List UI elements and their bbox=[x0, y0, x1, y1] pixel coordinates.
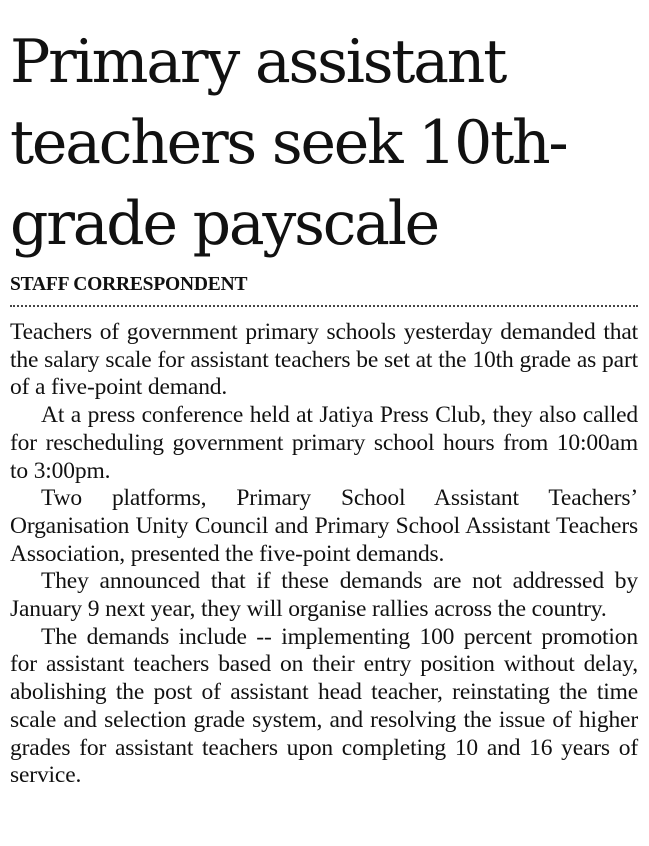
dotted-divider bbox=[10, 305, 638, 307]
news-article bbox=[10, 22, 638, 790]
article-paragraph: They announced that if these demands are not addressed by January 9 next year, they will organise rallies across the country. bbox=[10, 568, 638, 623]
article-paragraph: The demands include -- implementing 100 percent promotion for assistant teachers based on their entry position without delay, abolishing the post of assistant head teacher, reinstating the time scale and selection grade system, and resolving the issue of higher grades for assistant teachers upon completing 10 and 16 years of service. bbox=[10, 623, 638, 789]
article-body bbox=[10, 319, 638, 790]
article-headline: Primary assistant teachers seek 10th-grade payscale bbox=[10, 27, 567, 259]
article-paragraph: Teachers of government primary schools yesterday demanded that the salary scale for assistant teachers be set at the 10th grade as part of a five-point demand. bbox=[10, 319, 638, 401]
article-paragraph: At a press conference held at Jatiya Press Club, they also called for rescheduling government primary school hours from 10:00am to 3:00pm. bbox=[10, 402, 638, 484]
article-byline: STAFF CORRESPONDENT bbox=[10, 274, 248, 295]
article-paragraph: Two platforms, Primary School Assistant Teachers’ Organisation Unity Council and Primary School Assistant Teachers Association, presented the five-point demands. bbox=[10, 485, 638, 567]
